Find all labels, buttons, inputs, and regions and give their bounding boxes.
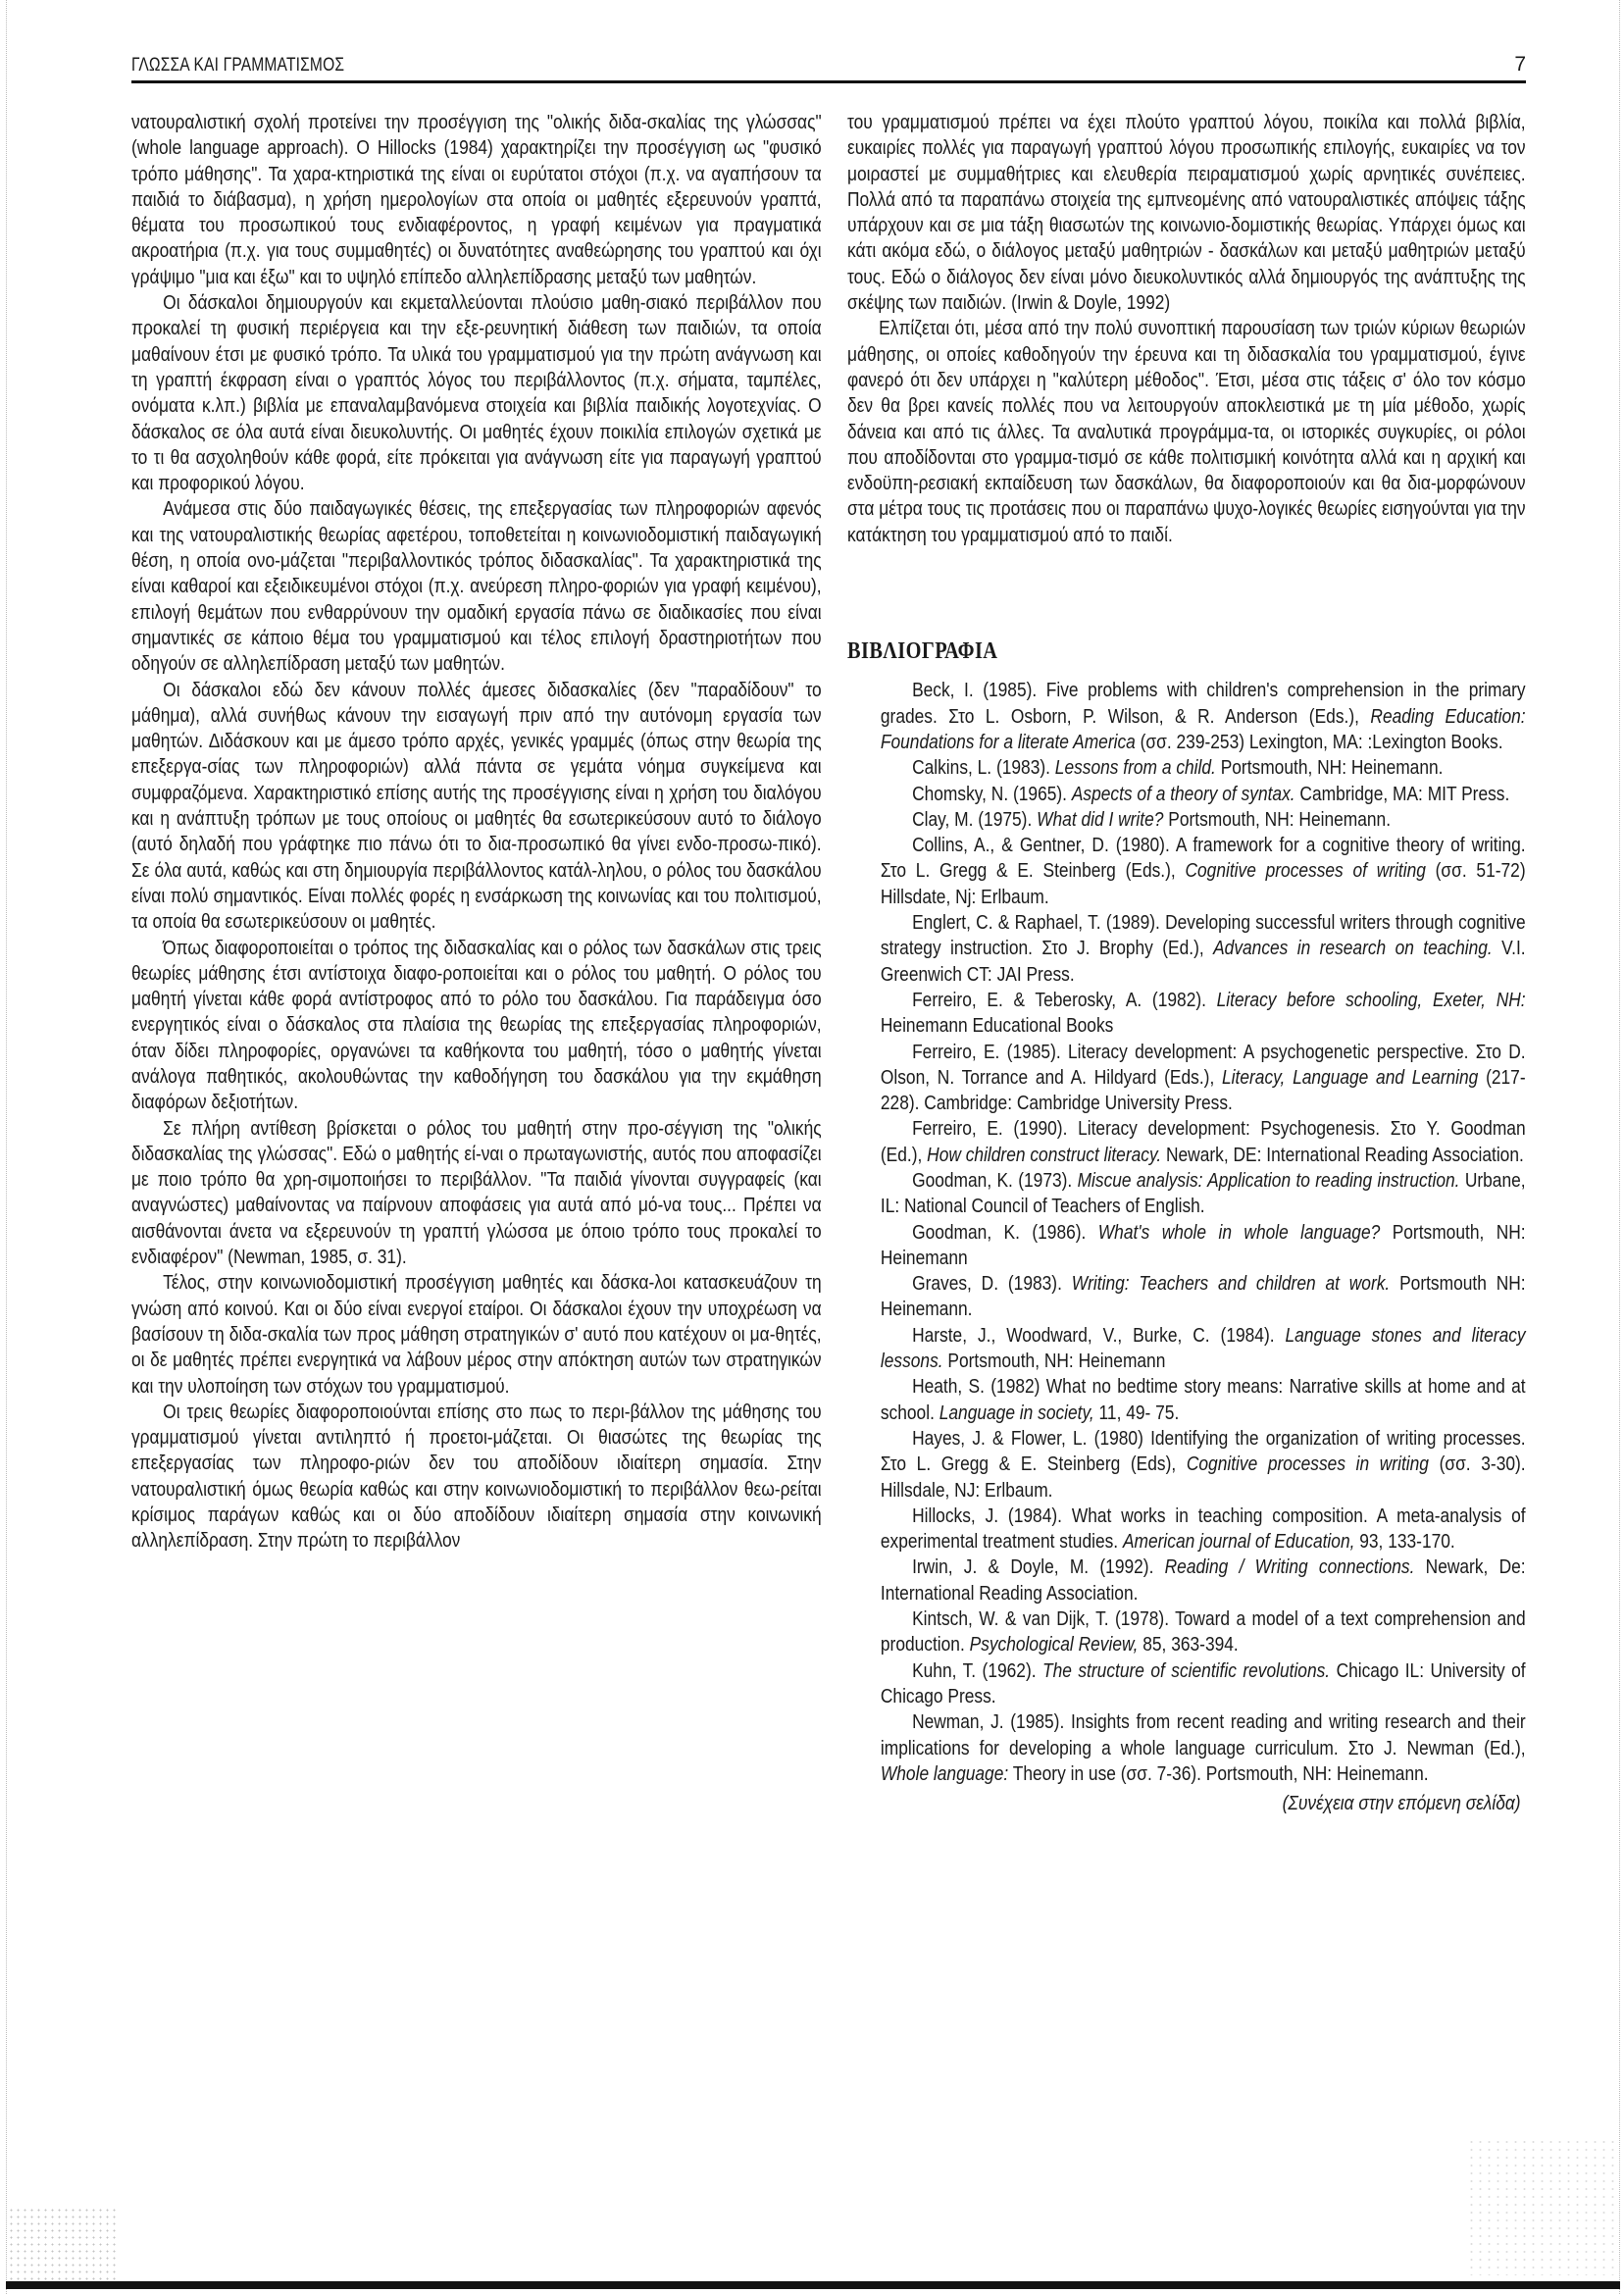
reference-publisher: Chicago IL: University of Chicago Press. [880,1658,1526,1708]
reference-text: Ferreiro, E. & Teberosky, A. (1982). [912,988,1217,1011]
reference-text: Goodman, K. (1986). [912,1220,1098,1244]
right-column [847,110,1526,1816]
footer-rule [6,2281,1620,2289]
reference-entry [847,1426,1526,1504]
reference-publisher: Portsmouth, NH: Heinemann [880,1220,1526,1269]
reference-list [847,678,1526,1787]
reference-title: Reading / Writing connections. [1164,1555,1415,1579]
running-header [131,55,1526,82]
reference-publisher: Portsmouth, NH: Heinemann. [1163,807,1392,831]
reference-publisher: Urbane, IL: National Council of Teachers of English. [880,1168,1526,1218]
left-column [131,110,822,1555]
reference-text: Ferreiro, E. (1990). Literacy development: Psychogenesis. Στο Y. Goodman (Ed.), [880,1117,1526,1166]
reference-text: Irwin, J. & Doyle, M. (1992). [912,1555,1165,1579]
reference-publisher: (217-228). Cambridge: Cambridge University Press. [880,1065,1526,1115]
reference-entry [847,988,1526,1040]
reference-publisher: 85, 363-394. [1138,1633,1239,1657]
reference-text: Goodman, K. (1973). [912,1168,1078,1192]
reference-title: Literacy before schooling, Exeter, NH: [1216,988,1526,1011]
reference-entry [847,910,1526,988]
reference-title: Language stones and literacy lessons. [880,1323,1526,1373]
body-paragraph: Όπως διαφοροποιείται ο τρόπος της διδασκαλίας και ο ρόλος των δασκάλων στις τρεις θεωρίες μάθησης έτσι αντίστοιχα διαφο-ροποιείται και ο ρόλος του μαθητή. Ο ρόλος του μαθητή γίνεται κάθε φορά αντίστροφος από το ρόλο του δασκάλου. Για παράδειγμα όσο ενεργητικός είναι ο δάσκαλος στα πλαίσια της θεωρίας της επεξεργασίας πληροφοριών, όταν δίδει πληροφορίες, οργανώνει τα καθήκοντα του μαθητή, τόσο ο μαθητής γίνεται ανάλογα παθητικός, ακολουθώντας την καθοδήγηση του δασκάλου για την εκμάθηση διαφόρων δεξιοτήτων. [131,936,822,1114]
reference-entry [847,807,1526,833]
reference-entry [847,1709,1526,1787]
reference-text: Hayes, J. & Flower, L. (1980) Identifying the organization of writing processes. Στο L. Gregg & E. Steinberg (Eds), [880,1426,1526,1476]
reference-entry [847,1606,1526,1658]
reference-title: Aspects of a theory of syntax. [1071,782,1295,805]
reference-entry [847,1323,1526,1375]
body-paragraph: νατουραλιστική σχολή προτείνει την προσέγγιση της "ολικής διδα-σκαλίας της γλώσσας" (whole language approach). Ο Hillocks (1984) χαρακτηρίζει την προσέγγιση ως "φυσικό τρόπο μάθησης". Τα χαρα-κτηριστικά της είναι οι ευρύτατοι στόχοι (π.χ. να αγαπήσουν τα παιδιά το διάβασμα), η χρήση ημερολογίων στα οποία οι μαθητές εξερευνούν γραπτά, θέματα του προσωπικού τους ενδιαφέροντος, η γραφή κειμένων για πραγματικά ακροατήρια (π.χ. για τους συμμαθητές) οι δυνατότητες αναθεώρησης του γραπτού και όχι γράψιμο "μια και έξω" και το υψηλό επίπεδο αλληλεπίδρασης μεταξύ των μαθητών. [131,111,822,288]
body-paragraph: του γραμματισμού πρέπει να έχει πλούτο γραπτού λόγου, ποικίλα και πολλά βιβλία, ευκαιρίες πολλές για παραγωγή γραπτού λόγου προσωπικής επιλογής, ευκαιρίες να τον μοιραστεί με συμμαθήτριες και ελευθερία πειραματισμού χωρίς αρνητικές συνέπειες. Πολλά από τα παραπάνω στοιχεία της εμπνεομένης από νατουραλιστικές απόψεις τάξης υπάρχουν και σε μια τάξη θιασωτών της κοινωνιο-δομιστικής θεωρίας. Υπάρχει όμως και κάτι ακόμα εδώ, ο διάλογος μεταξύ μαθητριών - δασκάλων και μεταξύ μαθητριών μεταξύ τους. Εδώ ο διάλογος δεν είναι μόνο διευκολυντικός αλλά δημιουργός της ανάπτυξης της σκέψης των παιδιών. (Irwin & Doyle, 1992) [847,111,1526,315]
reference-text: Graves, D. (1983). [912,1272,1072,1296]
reference-title: The structure of scientific revolutions. [1042,1658,1331,1682]
reference-title: American journal of Education, [1122,1530,1355,1554]
reference-text: Englert, C. & Raphael, T. (1989). Developing successful writers through cognitive strategy instruction. Στο J. Brophy (Ed.), [880,911,1526,960]
scan-noise [8,2207,116,2281]
reference-publisher: Newark, DE: International Reading Association. [1161,1143,1524,1166]
reference-title: Literacy, Language and Learning [1222,1065,1479,1089]
scan-edge-left [6,0,7,2294]
reference-entry [847,833,1526,910]
reference-publisher: Portsmouth, NH: Heinemann. [1215,756,1444,780]
reference-entry [847,1271,1526,1323]
reference-text: Beck, I. (1985). Five problems with children's comprehension in the primary grades. Στο L. Osborn, P. Wilson, & R. Anderson (Eds.), [880,679,1526,728]
reference-text: Heath, S. (1982) What no bedtime story means: Narrative skills at home and at school. [880,1375,1526,1424]
reference-publisher: Newark, De: International Reading Association. [880,1555,1526,1605]
reference-title: Miscue analysis: Application to reading instruction. [1077,1168,1460,1192]
reference-publisher: (σσ. 51-72) Hillsdate, Nj: Erlbaum. [880,859,1526,908]
reference-text: Calkins, L. (1983). [912,756,1055,780]
reference-text: Kuhn, T. (1962). [912,1658,1043,1682]
running-title: ΓΛΩΣΣΑ ΚΑΙ ΓΡΑΜΜΑΤΙΣΜΟΣ [131,55,345,76]
reference-text: Newman, J. (1985). Insights from recent reading and writing research and their implications for developing a whole language curriculum. Στο J. Newman (Ed.), [880,1710,1526,1759]
reference-publisher: (σσ. 239-253) Lexington, MA: :Lexington Books. [1135,730,1503,753]
continued-note: (Συνέχεια στην επόμενη σελίδα) [1282,1792,1521,1815]
reference-title: Language in society, [939,1401,1094,1424]
body-paragraph: Οι δάσκαλοι εδώ δεν κάνουν πολλές άμεσες διδασκαλίες (δεν "παραδίδουν" το μάθημα), αλλά συνήθως κάνουν την εισαγωγή πριν από την αυτόνομη εργασία των μαθητών. Διδάσκουν και με άμεσο τρόπο αρχές, γενικές γραμμές (όπως στην θεωρία της επεξεργα-σίας των πληροφοριών) αλλά πάντα σε γεμάτα νόημα συγκείμενα και συμφραζόμενα. Χαρακτηριστικό επίσης αυτής της προσέγγισης είναι η χρήση του διαλόγου και η ανάπτυξη τρόπων με τους οποίους οι μαθητές θα εσωτερικεύσουν αυτό το διάλογο (αυτό δηλαδή που γράφτηκε πιο πάνω ότι το δια-προσωπικό θα γίνει ενδο-προσω-πικό). Σε όλα αυτά, καθώς και στη δημιουργία περιβάλλοντος κατάλ-ληλου, ο ρόλος του δασκάλου είναι πολύ σημαντικός. Είναι πολλές φορές η ενσάρκωση της κοινωνίας και του πολιτισμού, τα οποία θα εσωτερικεύσουν οι μαθητές. [131,678,822,934]
reference-publisher: Theory in use (σσ. 7-36). Portsmouth, NH: Heinemann. [1008,1761,1429,1785]
reference-text: Collins, A., & Gentner, D. (1980). A framework for a cognitive theory of writing. Στο L. Gregg & E. Steinberg (Eds.), [880,834,1526,883]
reference-entry [847,678,1526,755]
body-paragraph: Οι τρεις θεωρίες διαφοροποιούνται επίσης στο πως το περι-βάλλον της μάθησης του γραμματισμού γίνεται αντιληπτό ή προετοι-μάζεται. Οι θιασώτες της θεωρίας της επεξεργασίας των πληροφο-ριών δεν του αποδίδουν ιδιαίτερη σημασία. Στην νατουραλιστική όμως θεωρία καθώς και στην κοινωνιοδομιστική το περιβάλλον θεω-ρείται κρίσιμος παράγων καθώς και οι δύο αποδίδουν ιδιαίτερη σημασία στην κοινωνική αλληλεπίδραση. Στην πρώτη το περιβάλλον [131,1400,822,1553]
reference-text: Harste, J., Woodward, V., Burke, C. (1984). [912,1323,1286,1347]
reference-title: Advances in research on teaching. [1213,937,1493,960]
body-paragraph: Ελπίζεται ότι, μέσα από την πολύ συνοπτική παρουσίαση των τριών κύριων θεωριών μάθησης, οι οποίες καθοδηγούν την έρευνα και τη διδασκαλία του γραμματισμού, έγινε φανερό ότι δεν υπάρχει η "καλύτερη μέθοδος". Έτσι, μέσα στις τάξεις σ' όλο τον κόσμο δεν θα βρει κανείς πολλές που να λειτουργούν αποκλειστικά με τη μία μέθοδο, χωρίς δάνεια και από τις άλλες. Τα αναλυτικά προγράμμα-τα, οι ιστορικές συγκυρίες, οι ρόλοι που αποδίδονται στο γραμμα-τισμό σε κάθε πολιτισμική κοινότητα αλλά και η αρχική και ενδοϋπη-ρεσιακή εκπαίδευση των δασκάλων, θα διαφοροποιούν και θα δια-μορφώνουν στα μέτρα τους τις προτάσεις που οι παραπάνω ψυχο-λογικές θεωρίες εισηγούνται για την κατάκτηση του γραμματισμού από το παιδί. [847,317,1526,546]
reference-text: Kintsch, W. & van Dijk, T. (1978). Toward a model of a text comprehension and production. [880,1607,1526,1657]
reference-entry [847,1040,1526,1117]
reference-entry [847,1555,1526,1606]
reference-publisher: Heinemann Educational Books [880,1014,1114,1038]
reference-entry [847,1220,1526,1272]
reference-publisher: V.I. Greenwich CT: JAI Press. [880,937,1526,986]
reference-publisher: Portsmouth NH: Heinemann. [880,1272,1526,1321]
reference-title: Writing: Teachers and children at work. [1071,1272,1391,1296]
page-number: 7 [1514,53,1526,76]
body-paragraph: Τέλος, στην κοινωνιοδομιστική προσέγγιση μαθητές και δάσκα-λοι κατασκευάζουν τη γνώση από κοινού. Και οι δύο είναι ενεργοί εταίροι. Οι δάσκαλοι έχουν την υποχρέωση να βασίσουν τη διδα-σκαλία των προς μάθηση στρατηγικών σ' αυτό που κατέχουν οι μα-θητές, οι δε μαθητές πρέπει ενεργητικά να λάβουν μέρος στην απόκτηση αυτών των στρατηγικών και την υλοποίηση των στόχων του γραμματισμού. [131,1271,822,1398]
reference-title: Cognitive processes in writing [1186,1453,1429,1476]
reference-title: What's whole in whole language? [1097,1220,1381,1244]
reference-entry [847,1116,1526,1168]
reference-publisher: 11, 49- 75. [1093,1401,1180,1424]
reference-publisher: 93, 133-170. [1354,1530,1455,1554]
header-rule [131,80,1526,83]
reference-title: What did I write? [1037,807,1164,831]
reference-text: Chomsky, N. (1965). [912,782,1072,805]
reference-title: Whole language: [880,1761,1009,1785]
reference-entry [847,755,1526,781]
reference-text: Hillocks, J. (1984). What works in teaching composition. A meta-analysis of experimental treatment studies. [880,1504,1526,1554]
reference-entry [847,1168,1526,1220]
body-paragraph: Οι δάσκαλοι δημιουργούν και εκμεταλλεύονται πλούσιο μαθη-σιακό περιβάλλον που προκαλεί τη φυσική περιέργεια και την εξε-ρευνητική διάθεση των παιδιών, τα οποία μαθαίνουν έτσι με φυσικό τρόπο. Τα υλικά του γραμματισμού για την πρώτη ανάγνωση και τη γραπτή έκφραση είναι ο γραπτός λόγος του περιβάλλοντος (π.χ. σήματα, ταμπέλες, ονόματα κ.λπ.) βιβλία με επαναλαμβανόμενα στοιχεία και βιβλία παιδικής λογοτεχνίας. Ο δάσκαλος σε όλα αυτά είναι διευκολυντής. Οι μαθητές έχουν ποικιλία επιλογών σχετικά με το τι θα ασχοληθούν κάθε φορά, είτε πρόκειται για ανάγνωση είτε για παραγωγή γραπτού και προφορικού λόγου. [131,291,822,495]
bibliography-heading: ΒΙΒΛΙΟΓΡΑΦΙΑ [847,638,998,665]
scan-noise [1467,2138,1614,2275]
scan-edge-right [1619,0,1620,2294]
body-paragraph: Σε πλήρη αντίθεση βρίσκεται ο ρόλος του μαθητή στην προ-σέγγιση της "ολικής διδασκαλίας της γλώσσας". Εδώ ο μαθητής εί-ναι ο πρωταγωνιστής, αυτός που αποφασίζει με ποιο τρόπο θα χρη-σιμοποιήσει το περιβάλλον. "Τα παιδιά γίνονται συγγραφείς (και αναγνώστες) μαθαίνοντας να παίρνουν αποφάσεις για αυτά από μό-να τους... Πρέπει να αισθάνονται άνετα να εξερευνούν τη γραπτή γλώσσα με όποιο τρόπο τους προκαλεί το ενδιαφέρον" (Newman, 1985, σ. 31). [131,1116,822,1269]
reference-title: How children construct literacy. [927,1143,1162,1166]
reference-publisher: (σσ. 3-30). Hillsdale, NJ: Erlbaum. [880,1453,1526,1502]
reference-publisher: Cambridge, MA: MIT Press. [1294,782,1510,805]
reference-publisher: Portsmouth, NH: Heinemann [942,1350,1166,1373]
reference-title: Psychological Review, [969,1633,1139,1657]
reference-title: Cognitive processes of writing [1185,859,1426,883]
reference-entry [847,1658,1526,1710]
reference-entry [847,782,1526,807]
reference-title: Reading Education: Foundations for a literate America [880,704,1526,753]
reference-entry [847,1374,1526,1426]
reference-text: Ferreiro, E. (1985). Literacy development: A psychogenetic perspective. Στο D. Olson, N. Torrance and A. Hildyard (Eds.), [880,1040,1526,1089]
reference-entry [847,1504,1526,1555]
reference-title: Lessons from a child. [1054,756,1216,780]
body-paragraph: Ανάμεσα στις δύο παιδαγωγικές θέσεις, της επεξεργασίας των πληροφοριών αφενός και της νατουραλιστικής θεωρίας αφετέρου, τοποθετείται η κοινωνιοδομιστική παιδαγωγική θέση, η οποία ονο-μάζεται "περιβαλλοντικός τρόπος διδασκαλίας". Τα χαρακτηριστικά της είναι καθαροί και εξειδικευμένοι στόχοι (π.χ. ανεύρεση πληρο-φοριών για γραφή κειμένου), επιλογή θεμάτων που ενθαρρύνουν την ομαδική εργασία πάνω σε διαδικασίες που είναι σημαντικές σε κάποιο θέμα του γραμματισμού και τέλος επιλογή δραστηριοτήτων που οδηγούν σε αλληλεπίδραση μεταξύ των μαθητών. [131,497,822,676]
reference-text: Clay, M. (1975). [912,807,1038,831]
